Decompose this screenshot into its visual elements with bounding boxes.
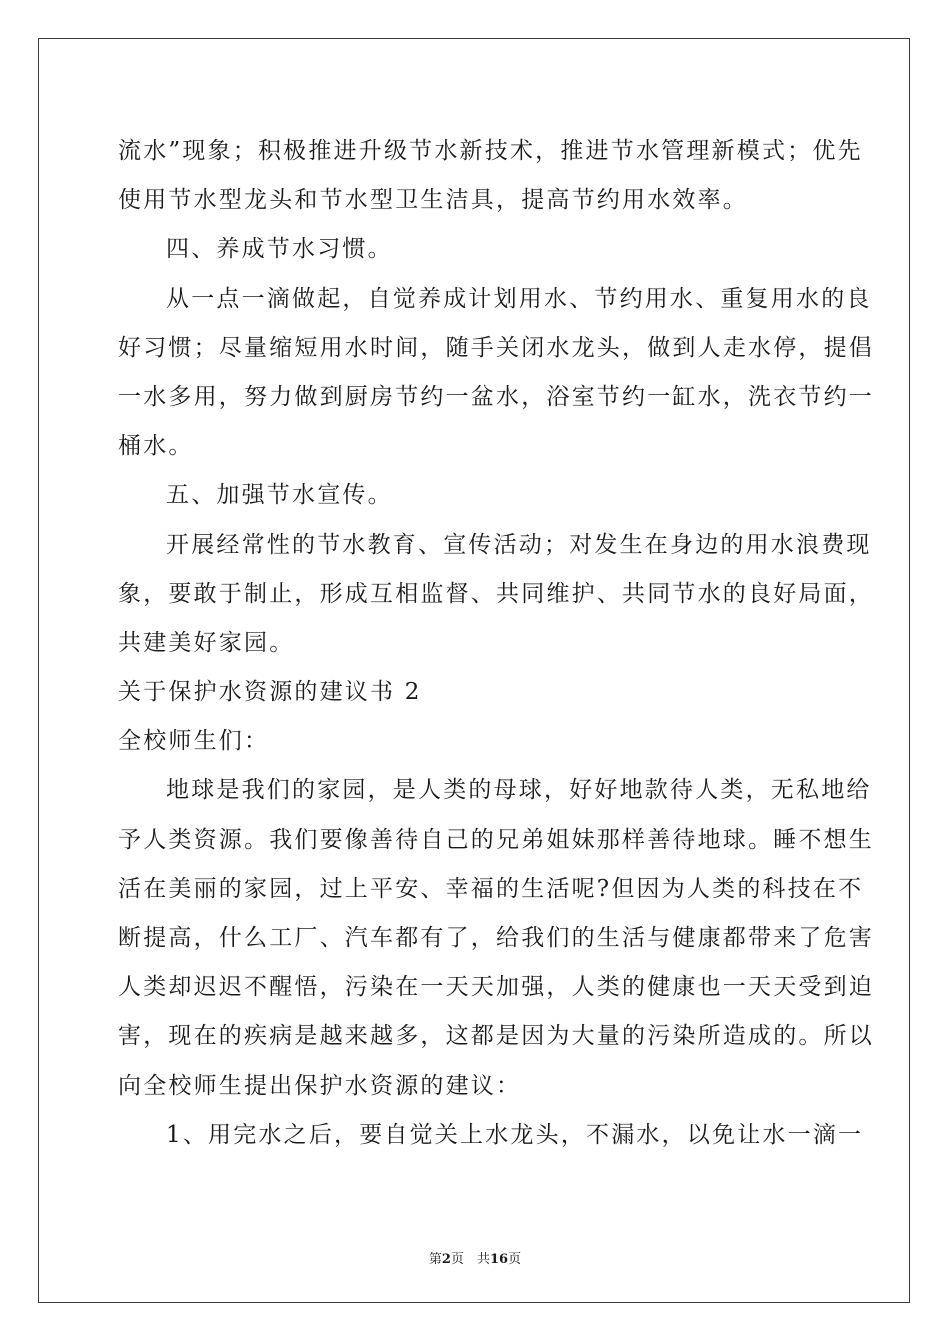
- section-heading: 五、加强节水宣传。: [166, 482, 393, 509]
- text-line: 从一点一滴做起，自觉养成计划用水、节约用水、重复用水的良: [166, 285, 872, 312]
- page-footer: [0, 1248, 950, 1267]
- text-line: 断提高，什么工厂、汽车都有了，给我们的生活与健康都带来了危害: [118, 925, 874, 951]
- text-line: 开展经常性的节水教育、宣传活动；对发生在身边的用水浪费现: [166, 531, 872, 558]
- text-line: 地球是我们的家园，是人类的母球，好好地款待人类，无私地给: [166, 777, 872, 804]
- text-line: 人类却迟迟不醒悟，污染在一天天加强，人类的健康也一天天受到迫: [118, 974, 874, 1001]
- document-title: 关于保护水资源的建议书 2: [118, 679, 422, 706]
- text-line: 害，现在的疾病是越来越多，这都是因为大量的污染所造成的。所以: [118, 1023, 874, 1050]
- text-line: 流水”现象；积极推进升级节水新技术，推进节水管理新模式；优先: [118, 138, 863, 164]
- text-line: 象，要敢于制止，形成互相监督、共同维护、共同节水的良好局面，: [118, 580, 874, 607]
- text-line: 1、用完水之后，要自觉关上水龙头，不漏水，以免让水一滴一: [166, 1121, 864, 1148]
- text-line: 好习惯；尽量缩短用水时间，随手关闭水龙头，做到人走水停，提倡: [118, 334, 874, 361]
- text-line: 活在美丽的家园，过上平安、幸福的生活呢?但因为人类的科技在不: [118, 875, 864, 902]
- text-line: 一水多用，努力做到厨房节约一盆水，浴室节约一缸水，洗衣节约一: [118, 383, 874, 410]
- text-line: 予人类资源。我们要像善待自己的兄弟姐妹那样善待地球。睡不想生: [118, 826, 874, 853]
- page-suffix: 页: [508, 1252, 522, 1267]
- text-line: 向全校师生提出保护水资源的建议：: [118, 1072, 522, 1099]
- salutation: 全校师生们：: [118, 728, 270, 755]
- page-prefix: 第: [428, 1252, 442, 1267]
- text-line: 共建美好家园。: [118, 629, 295, 656]
- page-current: 2: [441, 1252, 451, 1267]
- text-line: 桶水。: [118, 433, 194, 460]
- page-mid: 页 共: [450, 1252, 490, 1267]
- page-total: 16: [489, 1252, 509, 1267]
- section-heading: 四、养成节水习惯。: [166, 236, 393, 263]
- document-body: [118, 127, 874, 1160]
- text-line: 使用节水型龙头和节水型卫生洁具，提高节约用水效率。: [118, 187, 748, 214]
